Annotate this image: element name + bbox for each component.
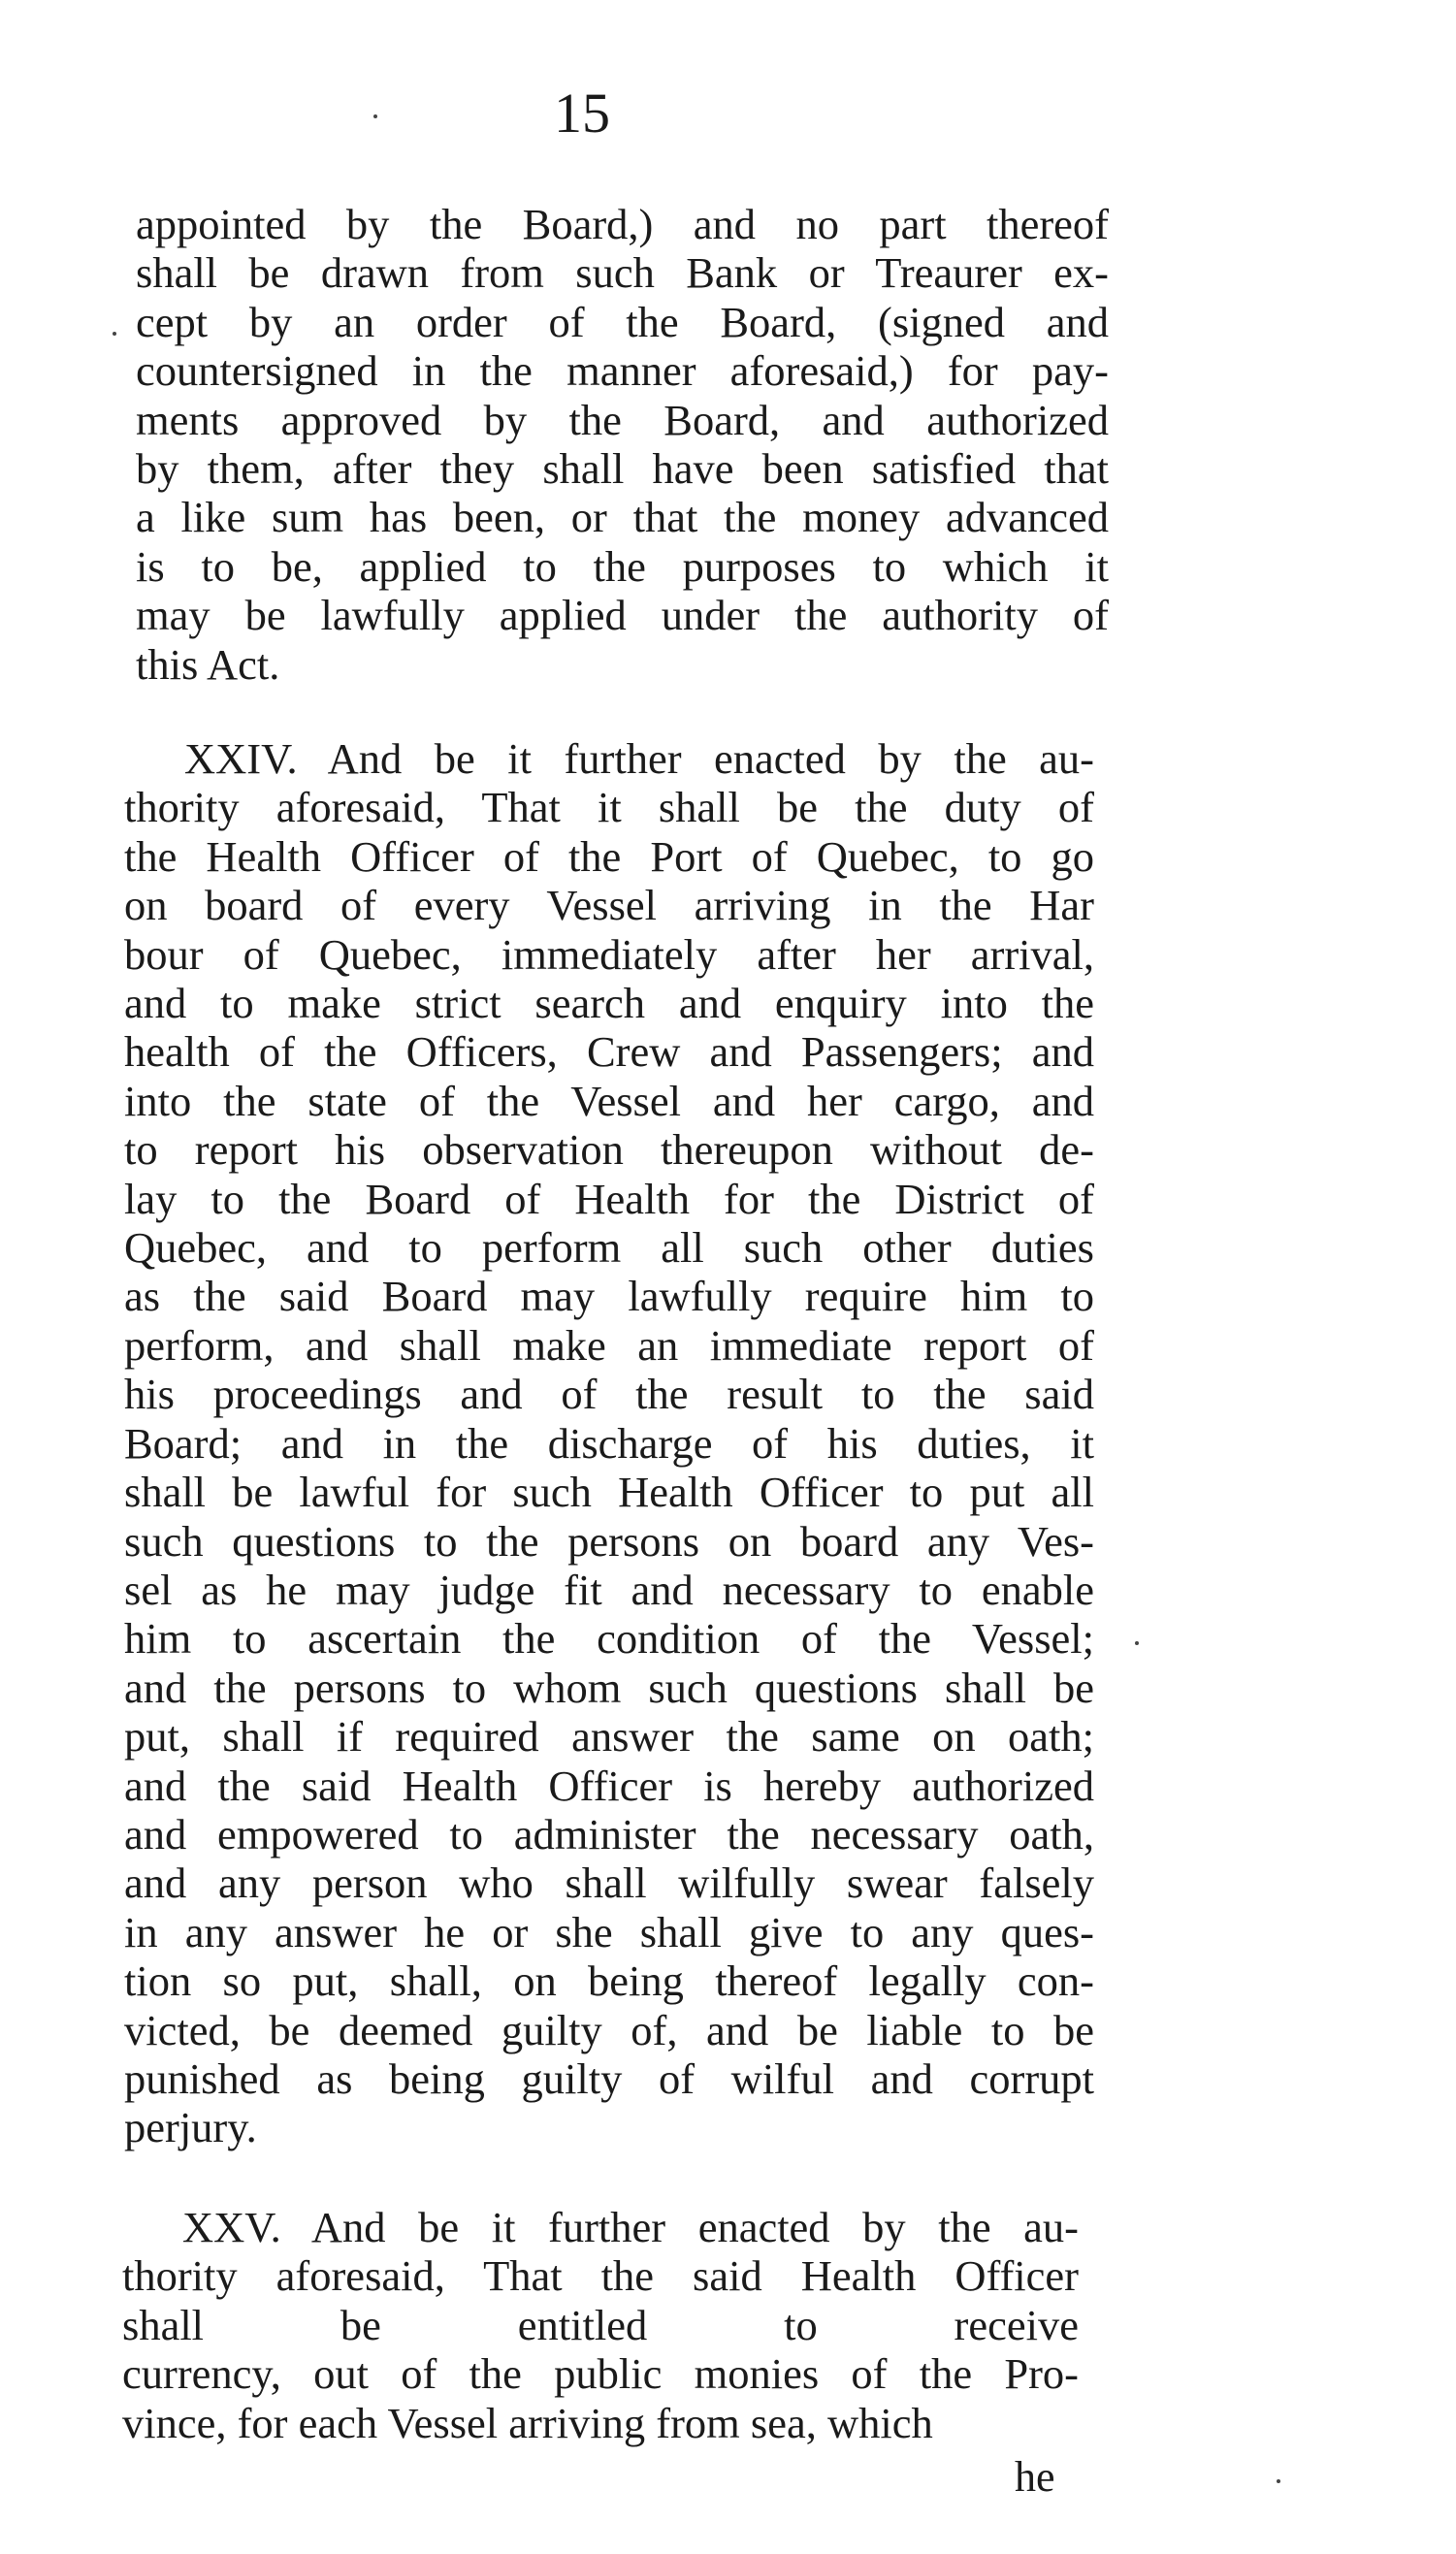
paragraph-continuation [136, 200, 1109, 689]
text-line: his proceedings and of the result to the said [124, 1370, 1094, 1419]
text-line: is to be, applied to the purposes to which it [136, 541, 1109, 591]
text-line: countersigned in the manner aforesaid,) for pay- [136, 346, 1109, 396]
text-line: put, shall if required answer the same on oath; [124, 1712, 1094, 1762]
text-line: punished as being guilty of wilful and corrupt [124, 2053, 1094, 2103]
text-line: him to ascertain the condition of the Vessel; [124, 1614, 1094, 1664]
text-line: thority aforesaid, That it shall be the duty of [124, 783, 1094, 832]
text-line: and empowered to administer the necessary oath, [124, 1809, 1094, 1859]
text-line: lay to the Board of Health for the District of [124, 1174, 1094, 1223]
print-speck [1135, 1641, 1139, 1645]
paragraph-section-xxiv [124, 734, 1094, 2152]
text-line: and the said Health Officer is hereby authorized [124, 1761, 1094, 1810]
text-line: shall be lawful for such Health Officer to put all [124, 1468, 1094, 1517]
text-line: such questions to the persons on board any Ves- [124, 1516, 1094, 1566]
text-line: on board of every Vessel arriving in the Har [124, 881, 1094, 930]
text-line: tion so put, shall, on being thereof legally con- [124, 1956, 1094, 2006]
text-line: this Act. [136, 639, 280, 689]
text-line: the Health Officer of the Port of Quebec, to go [124, 831, 1094, 881]
text-line: Quebec, and to perform all such other duties [124, 1223, 1094, 1273]
paragraph-section-xxv [122, 2203, 1079, 2447]
text-line: in any answer he or she shall give to any ques- [124, 1907, 1094, 1956]
text-line: XXV. And be it further enacted by the au- [182, 2203, 1079, 2251]
text-line: shall be drawn from such Bank or Treaurer ex- [136, 248, 1109, 298]
page-number: 15 [554, 81, 610, 145]
text-line: health of the Officers, Crew and Passengers; and [124, 1027, 1094, 1077]
text-line: by them, after they shall have been satisfied that [136, 444, 1109, 494]
text-line: perform, and shall make an immediate report of [124, 1320, 1094, 1370]
text-line: perjury. [124, 2103, 257, 2152]
text-line: ments approved by the Board, and authorized [136, 395, 1109, 444]
print-speck [113, 332, 116, 336]
print-speck [373, 114, 377, 118]
catchword: he [1015, 2453, 1055, 2501]
text-line: into the state of the Vessel and her cargo, and [124, 1076, 1094, 1125]
text-line: and the persons to whom such questions shall be [124, 1663, 1094, 1712]
text-line: may be lawfully applied under the authority of [136, 591, 1109, 640]
text-line: a like sum has been, or that the money advanced [136, 493, 1109, 542]
text-line: thority aforesaid, That the said Health Officer [122, 2251, 1079, 2301]
text-line: and to make strict search and enquiry into the [124, 979, 1094, 1028]
text-line: victed, be deemed guilty of, and be liable to be [124, 2005, 1094, 2054]
text-line: currency, out of the public monies of the Pro- [122, 2349, 1079, 2399]
text-line: vince, for each Vessel arriving from sea, which [122, 2398, 933, 2447]
text-line: shall be entitled to receive [122, 2300, 1079, 2349]
text-line: appointed by the Board,) and no part thereof [136, 200, 1109, 248]
text-line: bour of Quebec, immediately after her arrival, [124, 929, 1094, 979]
text-line: as the said Board may lawfully require him to [124, 1272, 1094, 1321]
text-line: sel as he may judge fit and necessary to enable [124, 1565, 1094, 1614]
text-line: to report his observation thereupon without de- [124, 1125, 1094, 1175]
text-line: XXIV. And be it further enacted by the au- [184, 734, 1094, 783]
text-line: cept by an order of the Board, (signed and [136, 297, 1109, 346]
text-line: and any person who shall wilfully swear falsely [124, 1859, 1094, 1908]
print-speck [1277, 2479, 1280, 2483]
text-line: Board; and in the discharge of his duties, it [124, 1418, 1094, 1468]
